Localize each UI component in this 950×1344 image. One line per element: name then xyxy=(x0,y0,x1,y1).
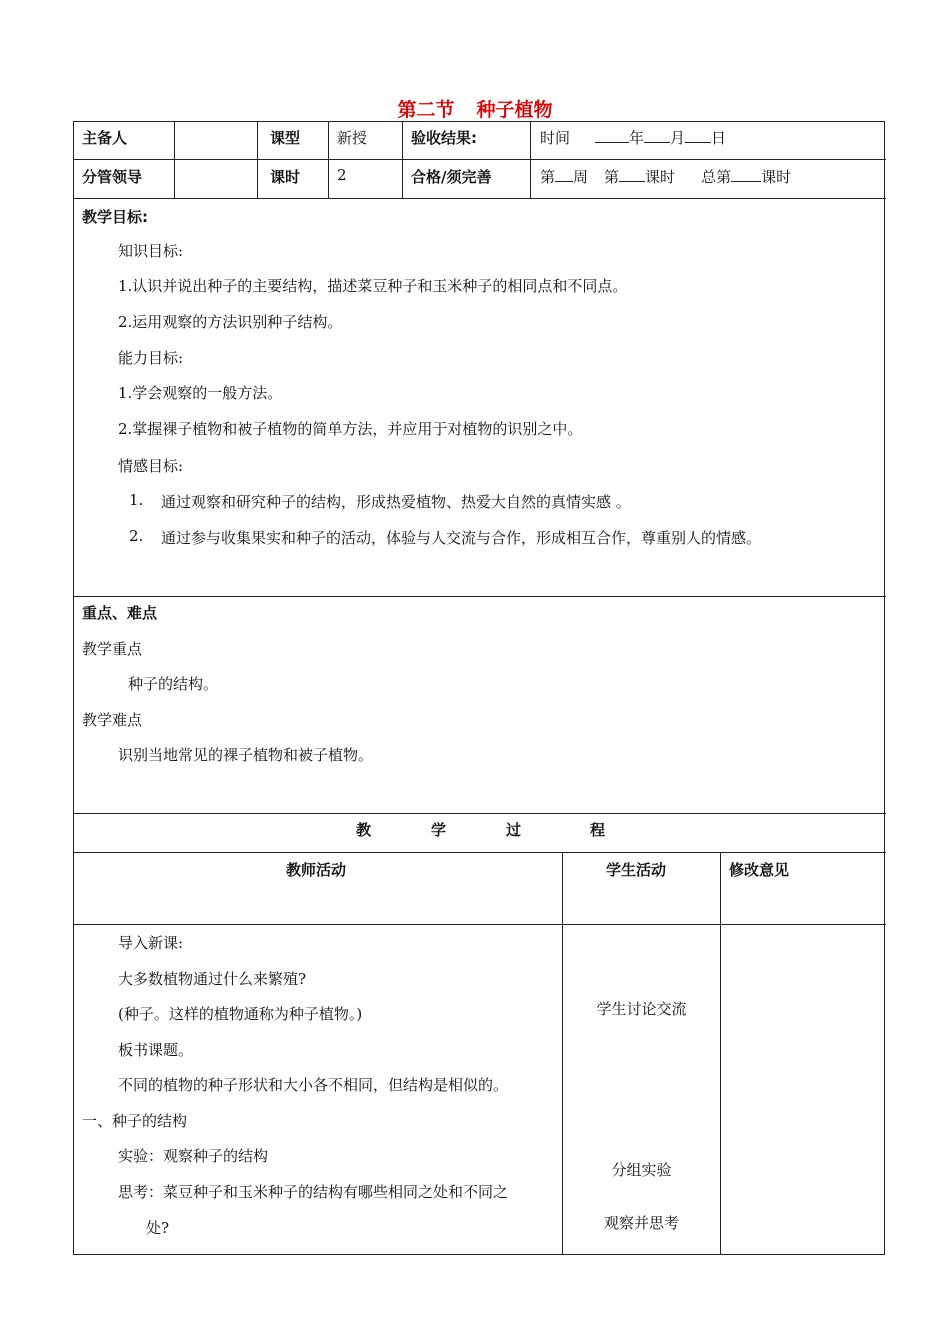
emotion-item-text: 通过观察和研究种子的结构，形成热爱植物、热爱大自然的真情实感 。 xyxy=(161,493,631,511)
teacher-line: 一、种子的结构 xyxy=(82,1112,188,1130)
page-title: 第二节 种子植物 xyxy=(397,99,553,121)
key-points-heading: 重点、难点 xyxy=(82,604,158,622)
period-label: 课时 xyxy=(270,168,301,186)
lesson-type-value: 新授 xyxy=(337,129,368,147)
knowledge-item: 1.认识并说出种子的主要结构，描述菜豆种子和玉米种子的相同点和不同点。 xyxy=(118,277,628,295)
focus-text: 种子的结构。 xyxy=(128,675,219,693)
emotion-item-number: 1. xyxy=(129,491,144,509)
teacher-line: 实验：观察种子的结构 xyxy=(118,1147,269,1165)
teacher-line: 思考：菜豆种子和玉米种子的结构有哪些相同之处和不同之 xyxy=(118,1183,509,1201)
lesson-plan-table xyxy=(73,121,885,1255)
teacher-line: 导入新课: xyxy=(118,934,184,952)
difficulty-label: 教学难点 xyxy=(82,711,143,729)
lesson-type-label: 课型 xyxy=(270,129,301,147)
pass-label: 合格/须完善 xyxy=(411,168,492,186)
focus-label: 教学重点 xyxy=(82,640,143,658)
student-line: 分组实验 xyxy=(611,1161,672,1179)
process-heading-char: 学 xyxy=(431,821,447,839)
teacher-activity-header: 教师活动 xyxy=(286,861,347,879)
check-result-label: 验收结果: xyxy=(411,129,477,147)
ability-item: 2.掌握裸子植物和被子植物的简单方法，并应用于对植物的识别之中。 xyxy=(118,420,583,438)
student-line: 学生讨论交流 xyxy=(596,1000,687,1018)
knowledge-item: 2.运用观察的方法识别种子结构。 xyxy=(118,313,343,331)
ability-label: 能力目标: xyxy=(118,349,184,367)
objectives-heading: 教学目标: xyxy=(82,208,148,226)
revision-header: 修改意见 xyxy=(729,861,790,879)
ability-item: 1.学会观察的一般方法。 xyxy=(118,384,283,402)
time-label: 时间 xyxy=(540,129,571,147)
emotion-label: 情感目标: xyxy=(118,457,184,475)
process-heading-char: 程 xyxy=(590,821,606,839)
teacher-line: 不同的植物的种子形状和大小各不相同，但结构是相似的。 xyxy=(118,1076,509,1094)
leader-label: 分管领导 xyxy=(82,168,143,186)
teacher-line: 处? xyxy=(146,1219,170,1237)
period-value: 2 xyxy=(337,166,347,184)
student-line: 观察并思考 xyxy=(603,1214,679,1232)
preparer-label: 主备人 xyxy=(82,129,128,147)
process-heading-char: 教 xyxy=(356,821,372,839)
date-field: 年 月 日 xyxy=(595,127,726,148)
emotion-item-text: 通过参与收集果实和种子的活动，体验与人交流与合作，形成相互合作，尊重别人的情感。 xyxy=(161,529,762,547)
teacher-line: 大多数植物通过什么来繁殖? xyxy=(118,970,307,988)
student-activity-header: 学生活动 xyxy=(606,861,667,879)
process-heading-char: 过 xyxy=(506,821,522,839)
emotion-item-number: 2. xyxy=(129,527,144,545)
difficulty-text: 识别当地常见的裸子植物和被子植物。 xyxy=(118,746,374,764)
teacher-line: 板书课题。 xyxy=(118,1041,194,1059)
schedule-field: 第 周 第 课时 总第 课时 xyxy=(540,168,792,186)
teacher-line: (种子。这样的植物通称为种子植物。) xyxy=(118,1005,363,1023)
knowledge-label: 知识目标: xyxy=(118,242,184,260)
